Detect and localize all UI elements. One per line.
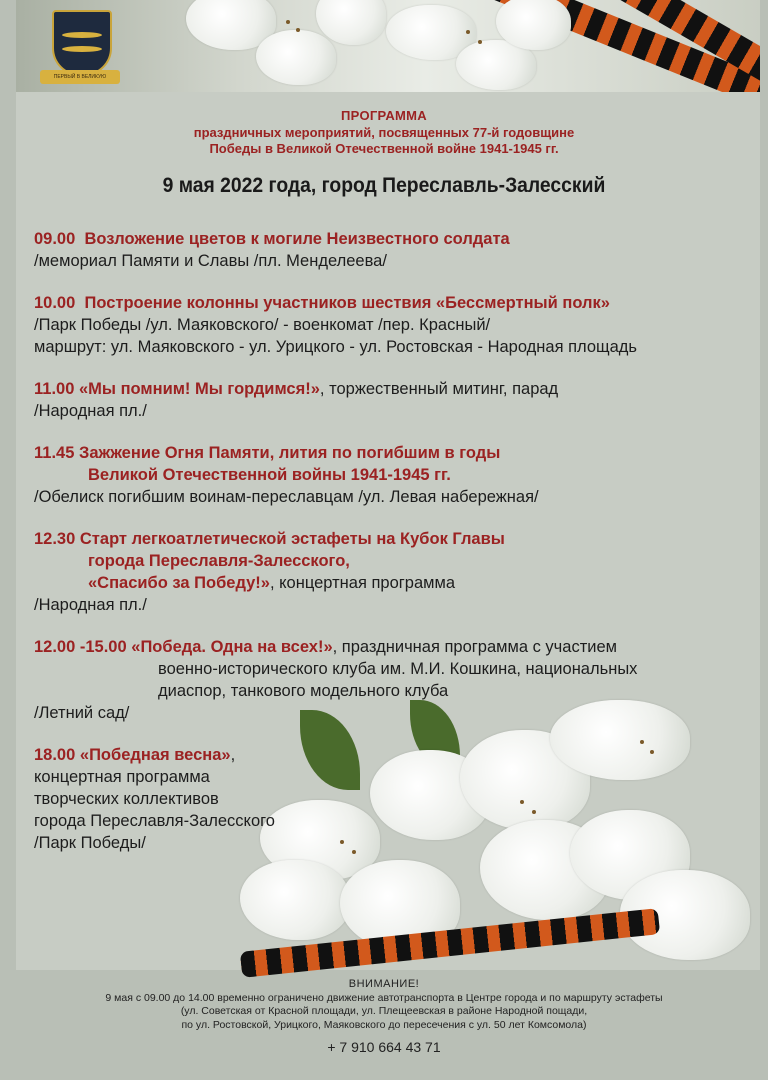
event-item: [34, 744, 754, 854]
warning-title: ВНИМАНИЕ!: [348, 978, 420, 990]
event-time: 12.00 -15.00: [34, 638, 127, 656]
event-item: [34, 442, 754, 508]
event-description-continued: военно-исторического клуба им. М.И. Кошкина, национальных: [158, 660, 638, 678]
event-description: , концертная программа: [269, 574, 455, 592]
program-header: [0, 108, 768, 156]
event-time: 11.45: [34, 444, 75, 462]
event-location: /Народная пл./: [34, 596, 147, 614]
event-item: [34, 292, 754, 358]
coat-of-arms-icon: [52, 10, 112, 76]
event-description: , праздничная программа с участием: [332, 638, 617, 656]
footer-notice: [0, 978, 768, 1055]
events-list: [34, 228, 754, 854]
flower-stamen: [466, 30, 470, 34]
event-item: [34, 636, 754, 724]
event-description: города Переславля-Залесского: [34, 812, 275, 830]
warning-text: по ул. Ростовской, Урицкого, Маяковского до пересечения с ул. 50 лет Комсомола): [181, 1018, 587, 1031]
flower-petal: [256, 30, 336, 85]
event-location: /Народная пл./: [34, 402, 147, 420]
event-time: 12.30: [34, 530, 76, 548]
event-name: Возложение цветов к могиле Неизвестного солдата: [84, 230, 510, 248]
page-title: 9 мая 2022 года, город Переславль-Залесский: [162, 174, 606, 197]
event-time: 18.00: [34, 746, 76, 764]
fish-icon: [62, 32, 102, 38]
event-name: «Победная весна»: [79, 746, 231, 764]
event-description: , торжественный митинг, парад: [319, 380, 559, 398]
event-location: /Парк Победы /ул. Маяковского/ - военкомат /пер. Красный/: [34, 316, 491, 334]
event-description: творческих коллективов: [34, 790, 219, 808]
header-line: Победы в Великой Отечественной войне 1941-1945 гг.: [209, 141, 559, 156]
event-name: «Победа. Одна на всех!»: [131, 638, 333, 656]
event-name-continued: города Переславля-Залесского,: [88, 552, 350, 570]
event-name: Построение колонны участников шествия «Бессмертный полк»: [84, 294, 610, 312]
event-location: /мемориал Памяти и Славы /пл. Менделеева/: [34, 252, 387, 270]
event-item: [34, 378, 754, 422]
event-name-continued: Великой Отечественной войны 1941-1945 гг.: [88, 466, 451, 484]
event-time: 09.00: [34, 230, 76, 248]
event-item: [34, 528, 754, 616]
event-time: 11.00: [34, 380, 75, 398]
flower-stamen: [286, 20, 290, 24]
event-location: /Летний сад/: [34, 704, 130, 722]
flower-stamen: [478, 40, 482, 44]
event-description: концертная программа: [34, 768, 210, 786]
event-name: Старт легкоатлетической эстафеты на Кубок Главы: [79, 530, 505, 548]
header-line: ПРОГРАММА: [341, 108, 427, 123]
event-location: /Обелиск погибшим воинам-переславцам /ул. Левая набережная/: [34, 488, 539, 506]
event-time: 10.00: [34, 294, 76, 312]
event-description-continued: диаспор, танкового модельного клуба: [158, 682, 449, 700]
flower-stamen: [296, 28, 300, 32]
header-line: праздничных мероприятий, посвященных 77-й годовщине: [193, 125, 575, 140]
flower-petal: [240, 860, 350, 940]
warning-text: 9 мая с 09.00 до 14.00 временно ограничено движение автотранспорта в Центре города и по маршруту эстафеты: [105, 991, 663, 1004]
top-banner: [16, 0, 760, 92]
event-route: маршрут: ул. Маяковского - ул. Урицкого - ул. Ростовская - Народная площадь: [34, 338, 637, 356]
event-description: ,: [230, 746, 236, 764]
coat-of-arms-motto: ПЕРВЫЙ В ВЕЛИКУЮ: [40, 70, 120, 84]
event-name: Зажжение Огня Памяти, лития по погибшим в годы: [78, 444, 501, 462]
event-item: [34, 228, 754, 272]
fish-icon: [62, 46, 102, 52]
contact-phone: + 7 910 664 43 71: [327, 1039, 441, 1055]
event-name: «Мы помним! Мы гордимся!»: [78, 380, 320, 398]
event-name-continued: «Спасибо за Победу!»: [88, 574, 270, 592]
event-location: /Парк Победы/: [34, 834, 146, 852]
warning-text: (ул. Советская от Красной площади, ул. Плещеевская в районе Народной пощади,: [180, 1005, 588, 1017]
